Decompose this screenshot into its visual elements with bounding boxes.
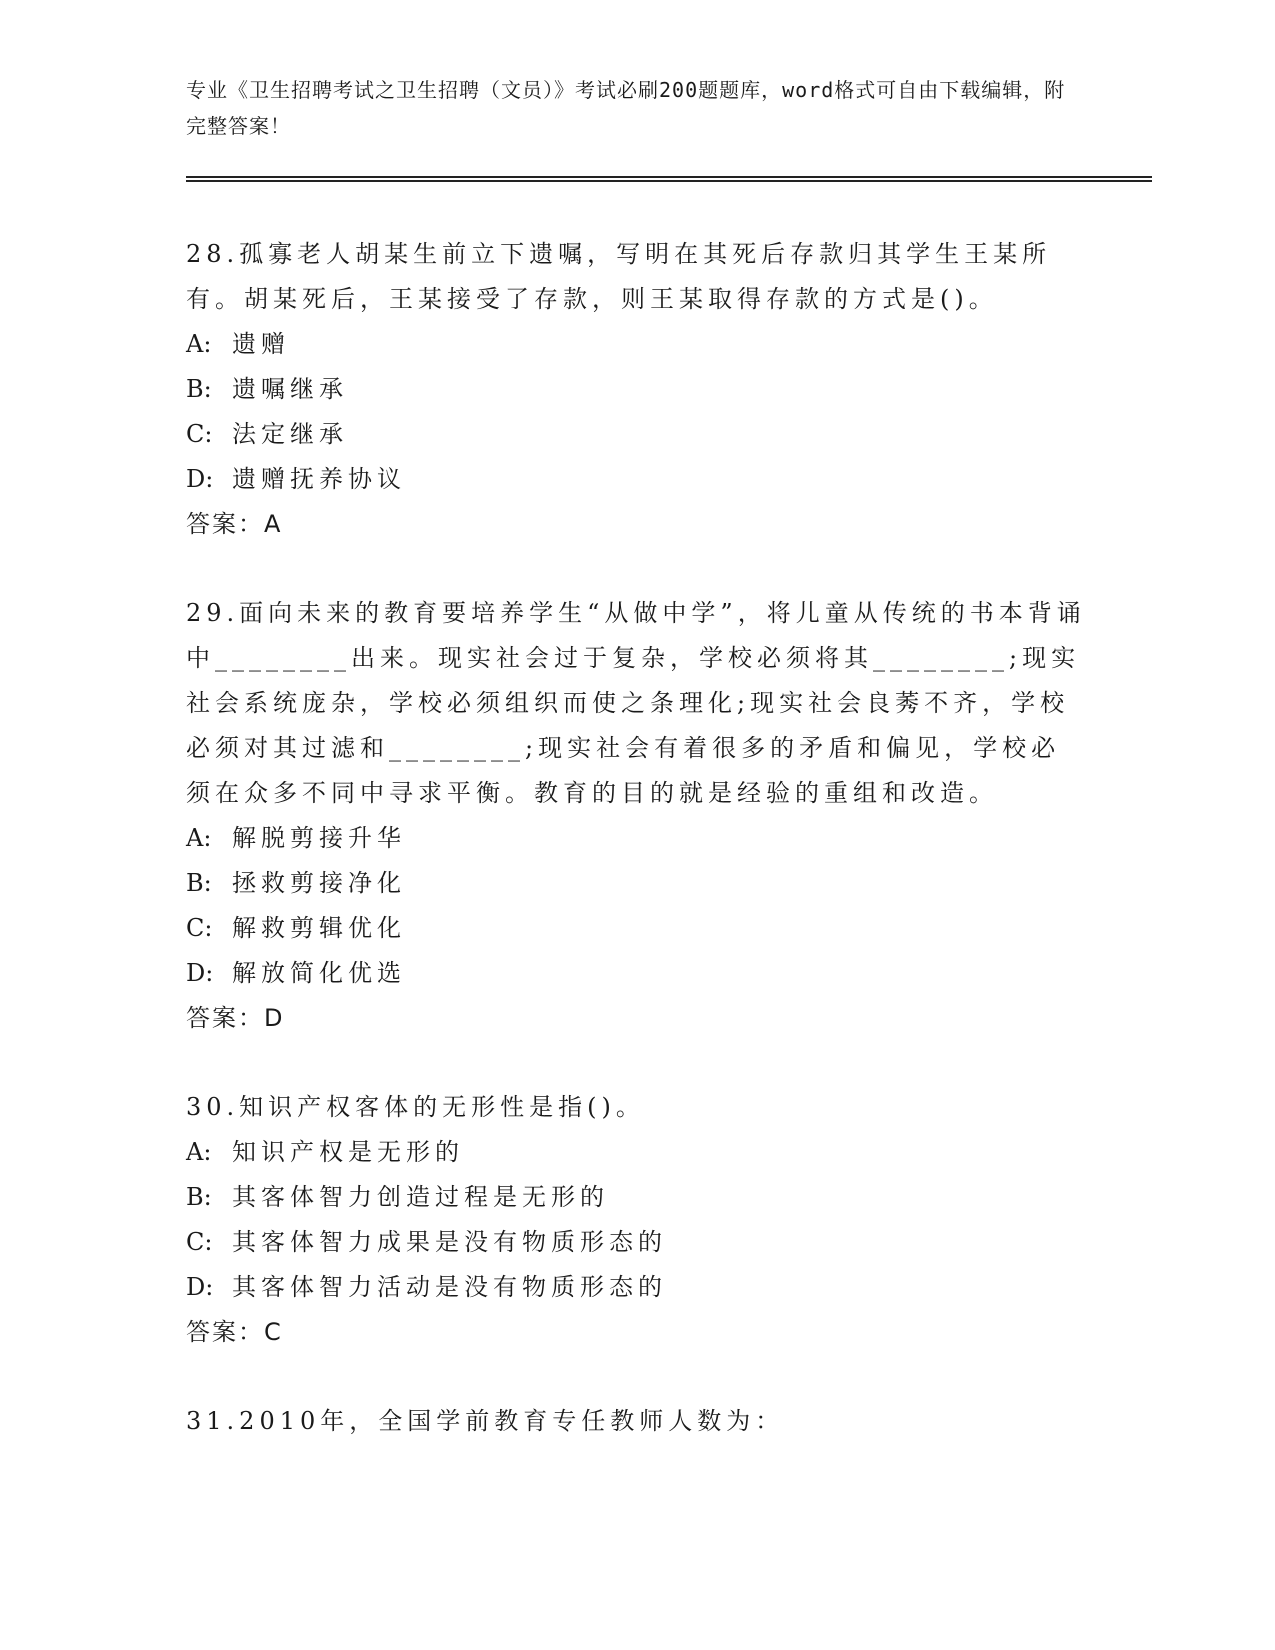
option-d (186, 457, 1086, 502)
option-d (186, 951, 1086, 996)
question-30 (186, 1085, 1086, 1355)
option-label: A: (186, 330, 212, 358)
question-text: 31.2010年，全国学前教育专任教师人数为： (186, 1407, 785, 1435)
option-b (186, 1175, 1086, 1220)
header-double-rule (186, 176, 1152, 182)
option-label: A: (186, 1138, 212, 1166)
option-c (186, 1220, 1086, 1265)
question-text: 28.孤寡老人胡某生前立下遗嘱，写明在其死后存款归其学生王某所有。胡某死后，王某接受了存款，则王某取得存款的方式是()。 (186, 240, 1052, 313)
question-text: 29.面向未来的教育要培养学生“从做中学”，将儿童从传统的书本背诵中________出来。现实社会过于复杂，学校必须将其________;现实社会系统庞杂，学校必须组织而使之条理化;现实社会良莠不齐，学校必须对其过滤和________;现实社会有着很多的矛盾和偏见，学校必须在众多不同中寻求平衡。教育的目的就是经验的重组和改造。 (186, 599, 1086, 807)
option-text: 法定继承 (232, 420, 348, 448)
option-label: D: (186, 465, 214, 493)
question-31 (186, 1399, 1086, 1444)
option-text: 其客体智力创造过程是无形的 (232, 1183, 609, 1211)
option-text: 拯救剪接净化 (232, 869, 406, 897)
option-label: C: (186, 420, 213, 448)
question-text: 30.知识产权客体的无形性是指()。 (186, 1093, 645, 1121)
option-text: 解放简化优选 (232, 959, 406, 987)
option-text: 知识产权是无形的 (232, 1138, 464, 1166)
question-list (186, 232, 1086, 1488)
option-label: D: (186, 1273, 214, 1301)
option-a (186, 816, 1086, 861)
option-d (186, 1265, 1086, 1310)
option-text: 遗赠抚养协议 (232, 465, 406, 493)
option-text: 遗赠 (232, 330, 290, 358)
option-b (186, 861, 1086, 906)
option-c (186, 906, 1086, 951)
option-a (186, 1130, 1086, 1175)
option-label: B: (186, 375, 212, 403)
option-c (186, 412, 1086, 457)
option-label: C: (186, 914, 213, 942)
option-label: B: (186, 869, 212, 897)
answer-line: 答案：C (186, 1318, 283, 1346)
option-text: 解救剪辑优化 (232, 914, 406, 942)
option-text: 遗嘱继承 (232, 375, 348, 403)
question-28 (186, 232, 1086, 547)
answer-line: 答案：A (186, 510, 283, 538)
option-label: D: (186, 959, 214, 987)
option-label: A: (186, 824, 212, 852)
answer-line: 答案：D (186, 1004, 285, 1032)
question-29 (186, 591, 1086, 1041)
option-a (186, 322, 1086, 367)
option-b (186, 367, 1086, 412)
document-header: 专业《卫生招聘考试之卫生招聘（文员）》考试必刷200题题库，word格式可自由下载编辑，附完整答案！ (186, 78, 1066, 138)
option-label: B: (186, 1183, 212, 1211)
option-text: 解脱剪接升华 (232, 824, 406, 852)
option-text: 其客体智力成果是没有物质形态的 (232, 1228, 667, 1256)
option-label: C: (186, 1228, 213, 1256)
option-text: 其客体智力活动是没有物质形态的 (232, 1273, 667, 1301)
